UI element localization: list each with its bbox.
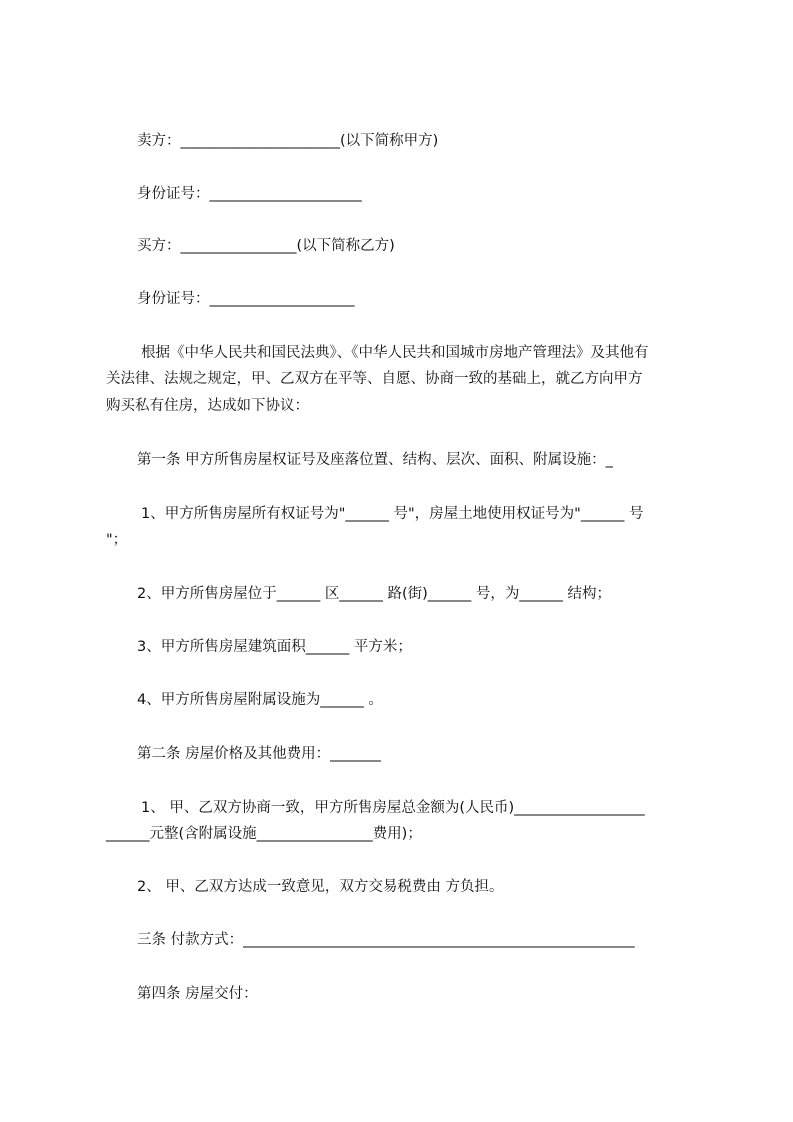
article-1-item-2: 2、甲方所售房屋位于______ 区______ 路(街)______ 号，为______ 结构；	[137, 586, 611, 602]
article-1-item-3: 3、甲方所售房屋建筑面积______ 平方米；	[137, 639, 412, 655]
article-3-heading: 三条 付款方式：______________________________________________________	[137, 932, 635, 948]
buyer-line: 买方：________________(以下简称乙方)	[137, 238, 395, 254]
article-2-item-2: 2、 甲、乙双方达成一致意见，双方交易税费由 方负担。	[137, 879, 504, 895]
article-2-heading: 第二条 房屋价格及其他费用：_______	[137, 746, 381, 762]
article-2-item-1-cont: ______元整(含附属设施________________费用)；	[106, 826, 422, 842]
intro-paragraph-line-1: 根据《中华人民共和国民法典》、《中华人民共和国城市房地产管理法》及其他有	[141, 345, 649, 361]
article-1-item-1: 1、甲方所售房屋所有权证号为"______ 号"，房屋土地使用权证号为"______ 号	[141, 506, 644, 522]
article-2-item-1: 1、 甲、乙双方协商一致，甲方所售房屋总金额为(人民币)__________________	[141, 800, 645, 816]
intro-paragraph-line-2: 关法律、法规之规定，甲、乙双方在平等、自愿、协商一致的基础上，就乙方向甲方	[106, 371, 643, 387]
article-1-item-4: 4、甲方所售房屋附属设施为______ 。	[137, 692, 383, 708]
intro-paragraph-line-3: 购买私有住房，达成如下协议：	[106, 398, 309, 414]
seller-id-line: 身份证号：_____________________	[137, 186, 362, 202]
buyer-id-line: 身份证号：____________________	[137, 291, 355, 307]
article-1-heading: 第一条 甲方所售房屋权证号及座落位置、结构、层次、面积、附属设施：_	[137, 452, 613, 468]
seller-line: 卖方：______________________(以下简称甲方)	[137, 133, 439, 149]
article-1-item-1-cont: "；	[106, 532, 128, 548]
article-4-heading: 第四条 房屋交付：	[137, 986, 258, 1002]
